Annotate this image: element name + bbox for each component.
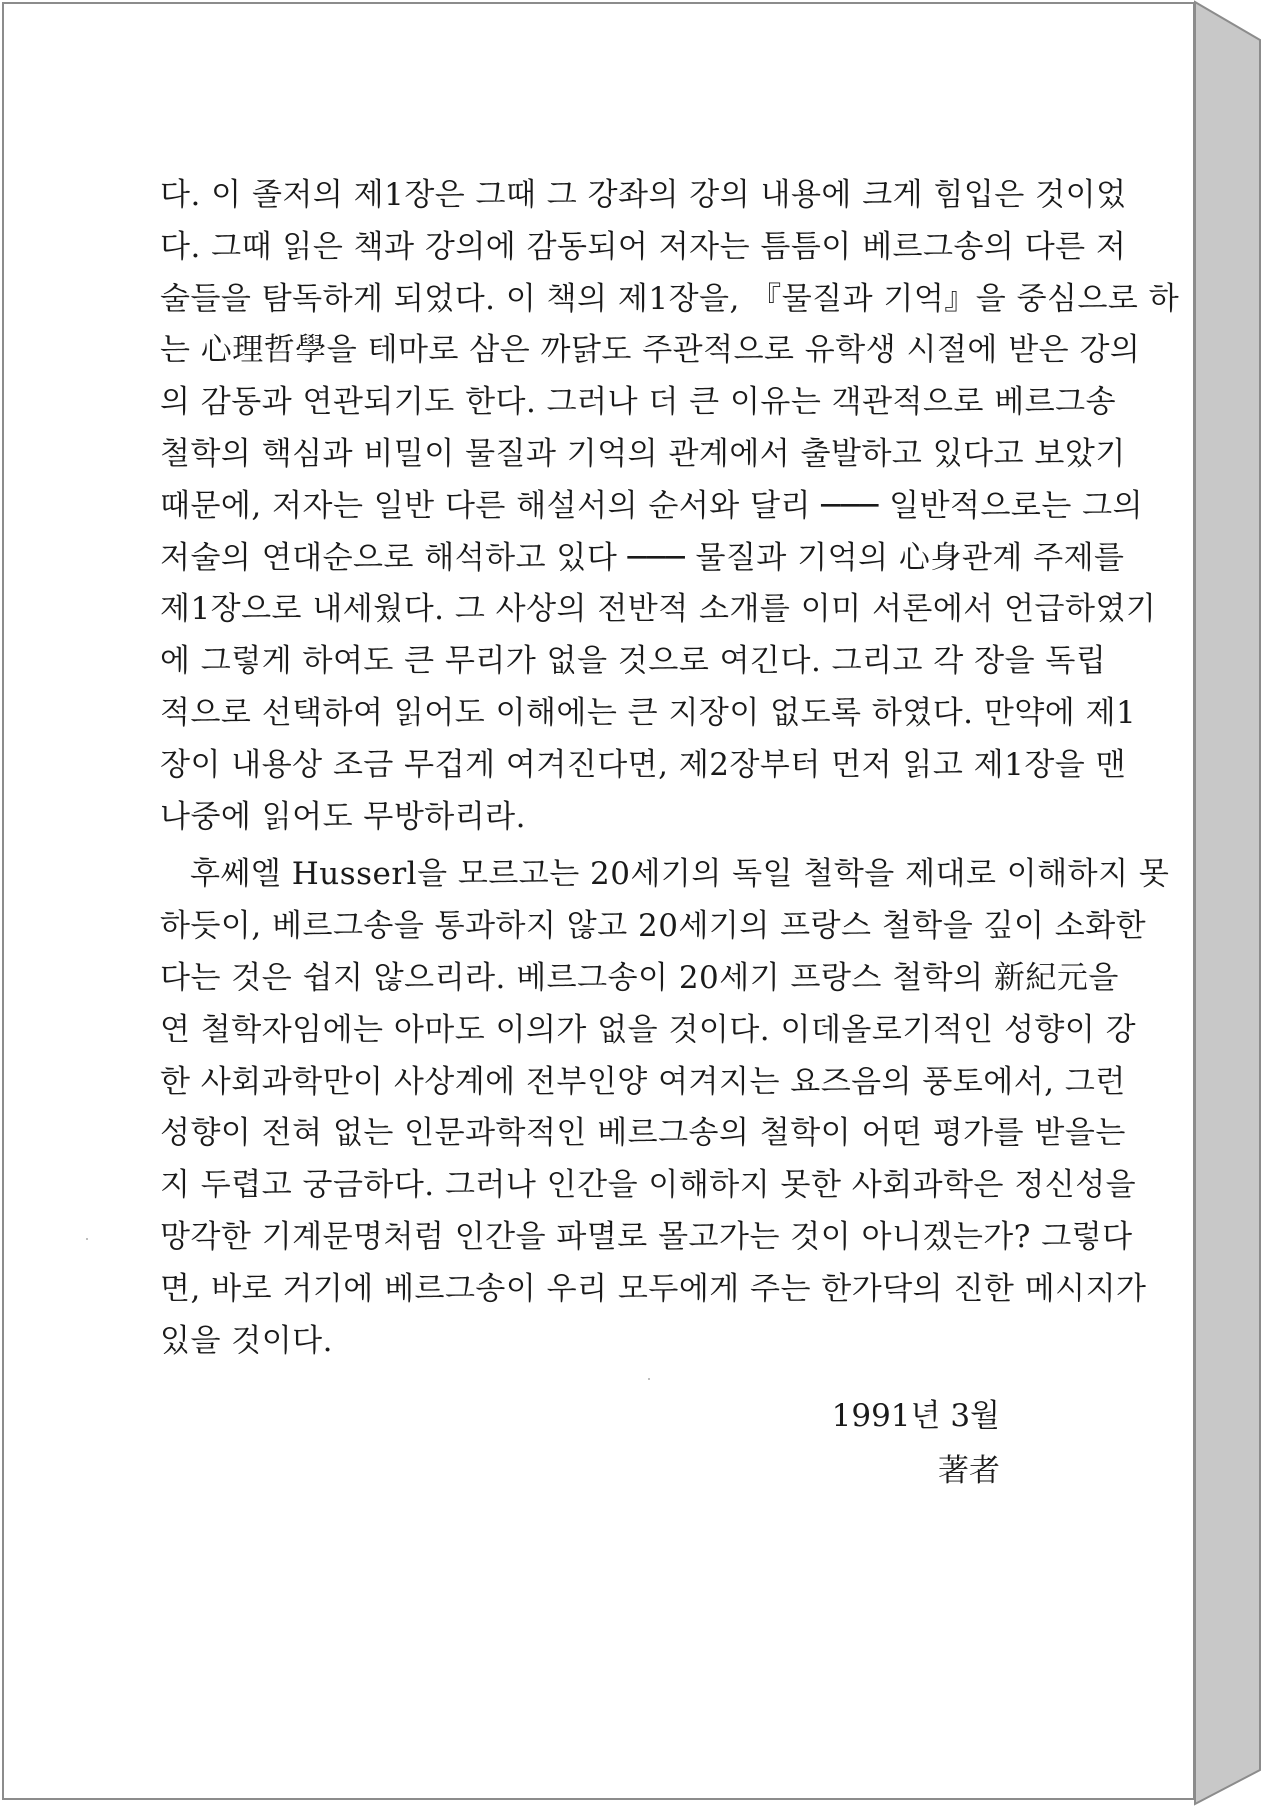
text-line: 다. 그때 읽은 책과 강의에 감동되어 저자는 틈틈이 베르그송의 다른 저 [160,228,1127,265]
text-line: 후쎄엘 Husserl을 모르고는 20세기의 독일 철학을 제대로 이해하지 못 [190,856,1170,893]
text-line: 제1장으로 내세웠다. 그 사상의 전반적 소개를 이미 서론에서 언급하였기 [160,591,1157,628]
text-line: 는 心理哲學을 테마로 삼은 까닭도 주관적으로 유학생 시절에 받은 강의 [160,332,1141,369]
text-line: 성향이 전혀 없는 인문과학적인 베르그송의 철학이 어떤 평가를 받을는 [160,1115,1126,1152]
text-line: 다는 것은 쉽지 않으리라. 베르그송이 20세기 프랑스 철학의 新紀元을 [160,959,1119,996]
paragraph-2 [160,849,1170,1367]
text-line: 있을 것이다. [160,1322,333,1359]
text-line: 면, 바로 거기에 베르그송이 우리 모두에게 주는 한가닥의 진한 메시지가 [160,1270,1147,1307]
text-line: 망각한 기계문명처럼 인간을 파멸로 몰고가는 것이 아니겠는가? 그렇다 [160,1218,1133,1255]
text-line: 에 그렇게 하여도 큰 무리가 없을 것으로 여긴다. 그리고 각 장을 독립 [160,643,1107,680]
text-line: 철학의 핵심과 비밀이 물질과 기억의 관계에서 출발하고 있다고 보았기 [160,435,1126,472]
text-line: 한 사회과학만이 사상계에 전부인양 여겨지는 요즈음의 풍토에서, 그런 [160,1063,1126,1100]
scan-speck [648,1378,650,1380]
text-line: 의 감동과 연관되기도 한다. 그러나 더 큰 이유는 객관적으로 베르그송 [160,384,1117,421]
text-line: 연 철학자임에는 아마도 이의가 없을 것이다. 이데올로기적인 성향이 강 [160,1011,1137,1048]
text-line: 술들을 탐독하게 되었다. 이 책의 제1장을, 『물질과 기억』을 중심으로 하 [160,280,1180,317]
text-line: 다. 이 졸저의 제1장은 그때 그 강좌의 강의 내용에 크게 힘입은 것이었 [160,177,1127,213]
signature-author: 著者 [938,1453,1000,1489]
paragraph-1 [160,170,1180,843]
text-line: 때문에, 저자는 일반 다른 해설서의 순서와 달리 ─── 일반적으로는 그의 [160,487,1144,524]
signature-date: 1991년 3월 [831,1398,1000,1434]
text-line: 나중에 읽어도 무방하리라. [160,798,526,835]
text-line: 적으로 선택하여 읽어도 이해에는 큰 지장이 없도록 하였다. 만약에 제1 [160,694,1137,731]
text-line: 하듯이, 베르그송을 통과하지 않고 20세기의 프랑스 철학을 깊이 소화한 [160,908,1147,945]
scan-speck [86,1238,88,1240]
text-line: 지 두렵고 궁금하다. 그러나 인간을 이해하지 못한 사회과학은 정신성을 [160,1167,1137,1204]
text-line: 장이 내용상 조금 무겁게 여겨진다면, 제2장부터 먼저 읽고 제1장을 맨 [160,746,1127,783]
text-line: 저술의 연대순으로 해석하고 있다 ─── 물질과 기억의 心身관계 주제를 [160,539,1125,576]
body-text [160,170,1180,1367]
